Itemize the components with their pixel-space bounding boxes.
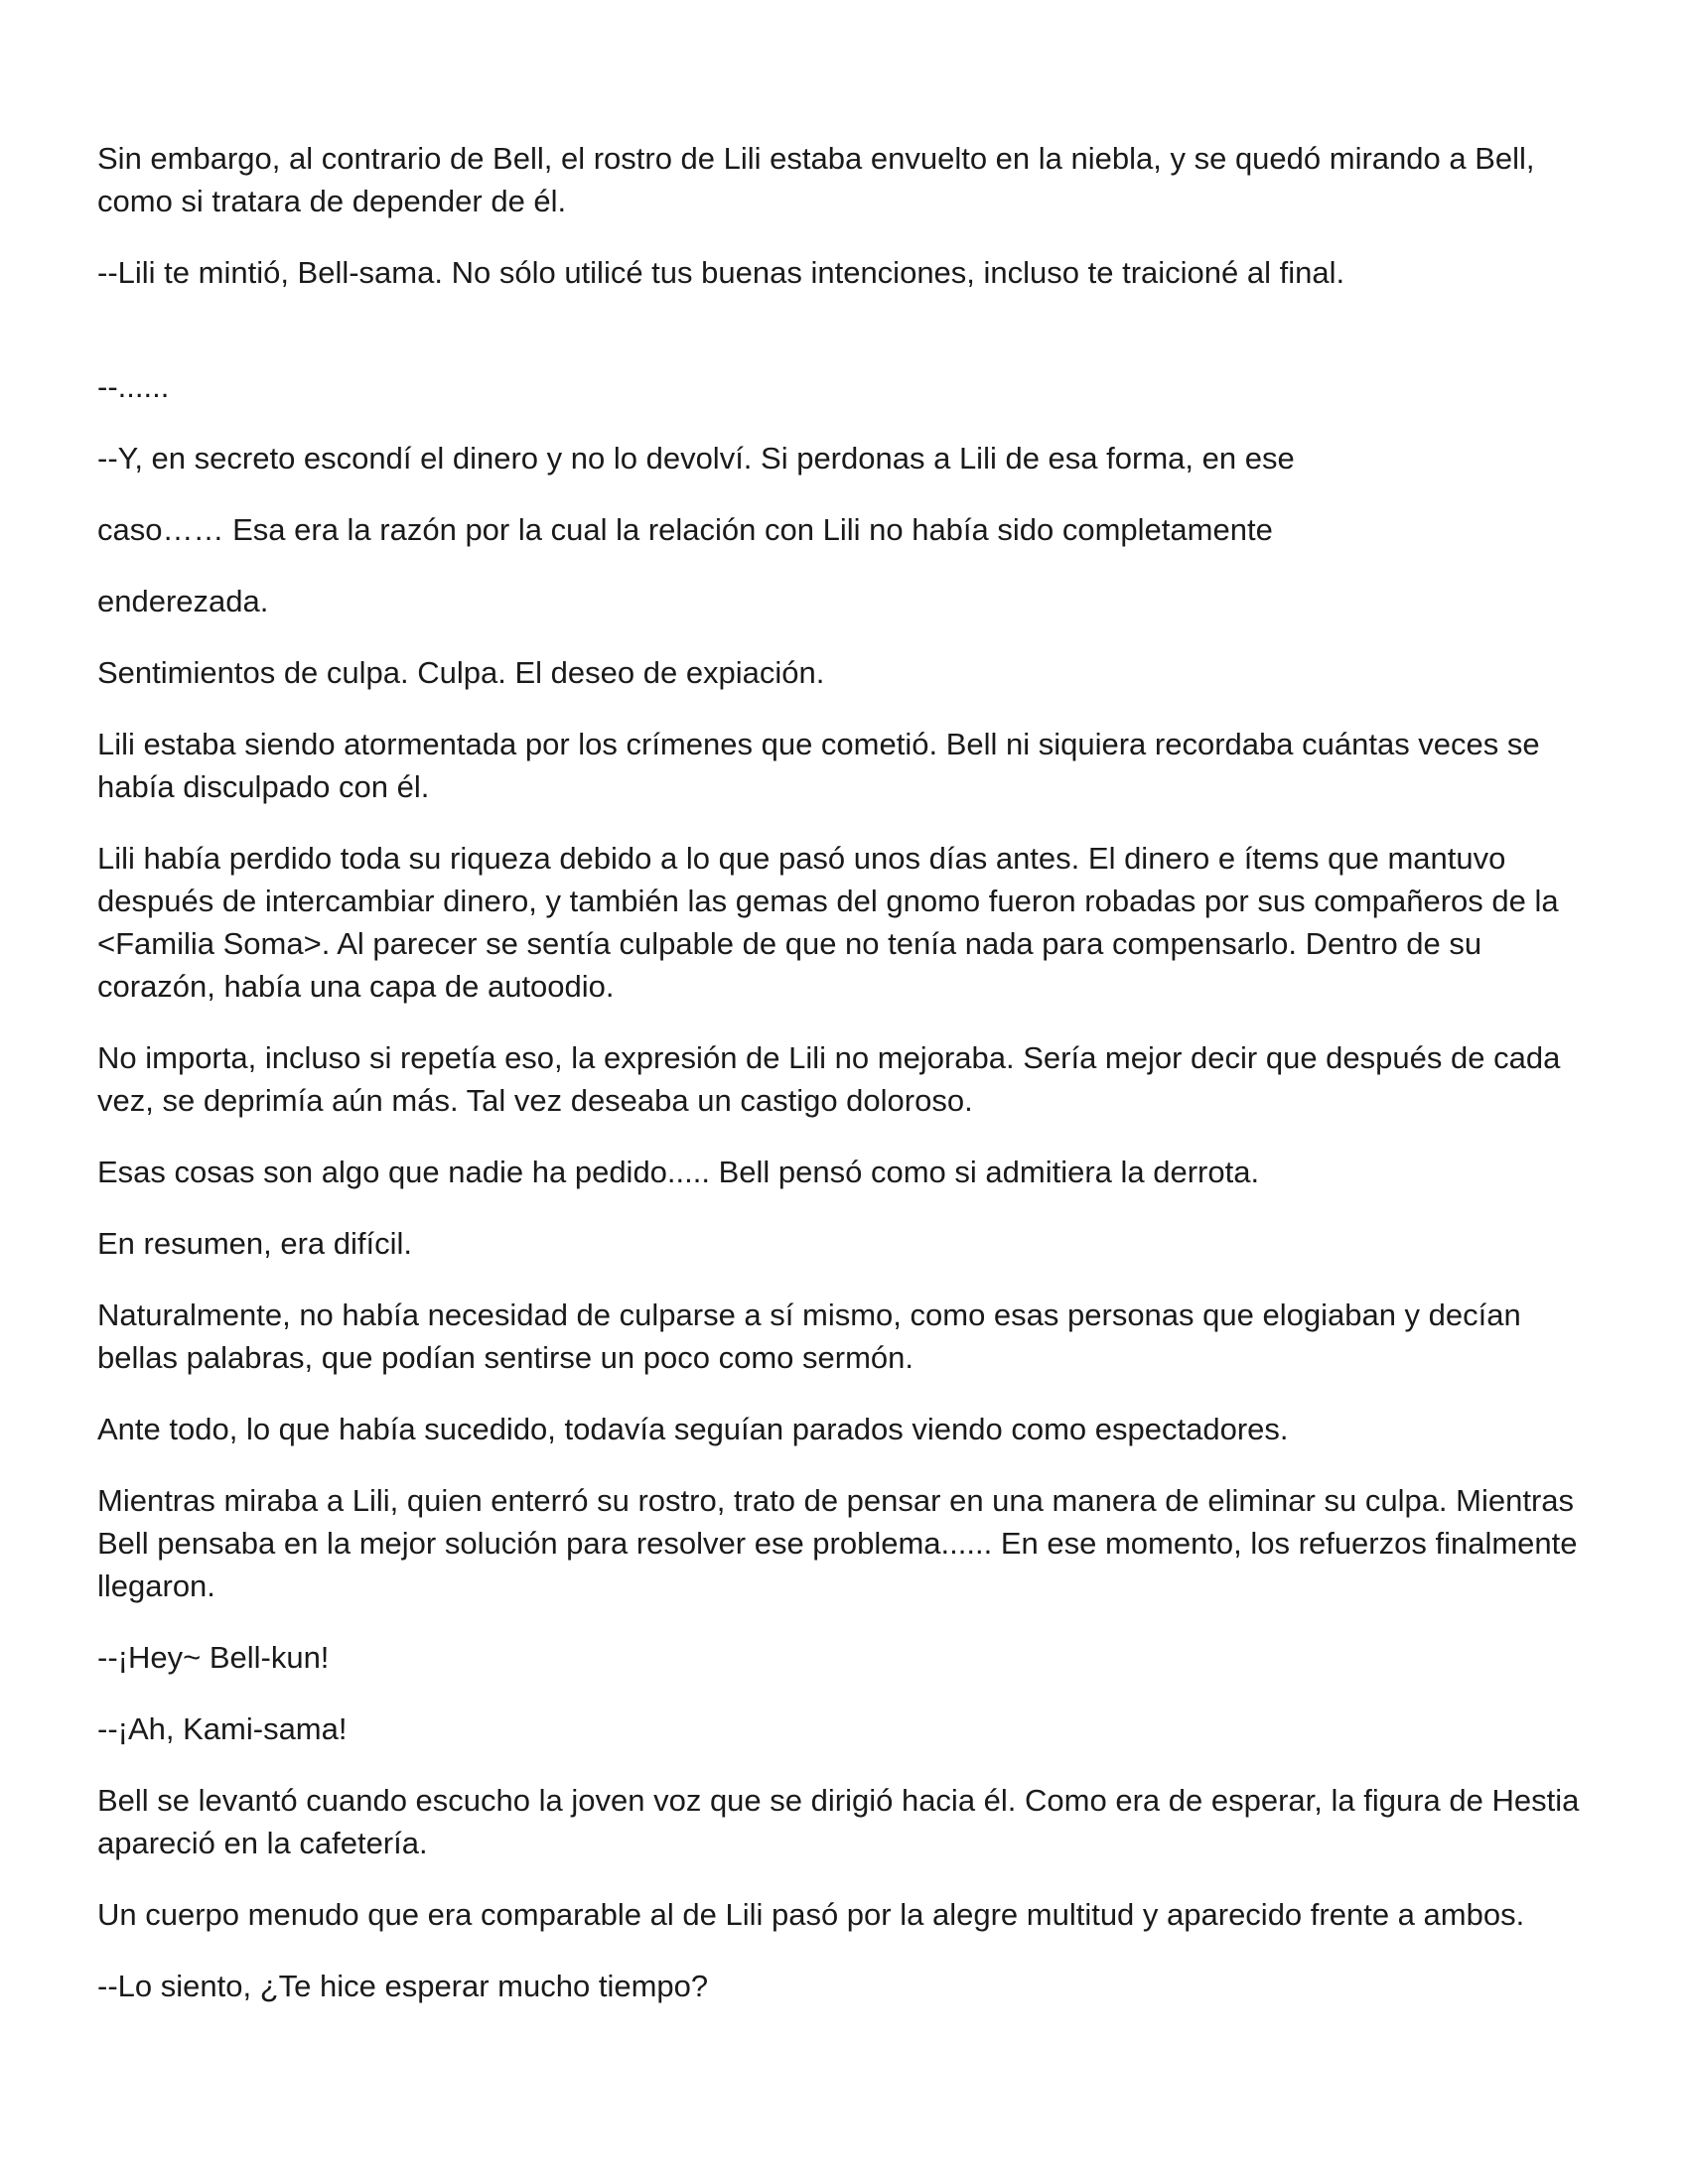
dialogue-line: --Lo siento, ¿Te hice esperar mucho tiempo? bbox=[97, 1969, 709, 2003]
paragraph: caso…… Esa era la razón por la cual la relación con Lili no había sido completamente bbox=[97, 512, 1273, 547]
document-body bbox=[97, 137, 1607, 2036]
paragraph: Esas cosas son algo que nadie ha pedido..... Bell pensó como si admitiera la derrota. bbox=[97, 1155, 1260, 1189]
dialogue-line: --...... bbox=[97, 369, 170, 404]
paragraph: Lili estaba siendo atormentada por los crímenes que cometió. Bell ni siquiera recordaba cuántas veces se había disculpado con él. bbox=[97, 727, 1540, 804]
paragraph: Lili había perdido toda su riqueza debido a lo que pasó unos días antes. El dinero e ítems que mantuvo después de intercambiar dinero, y también las gemas del gnomo fueron robadas por sus compañeros de la <Familia Soma>. Al parecer se sentía culpable de que no tenía nada para compensarlo. Dentro de su corazón, había una capa de autoodio. bbox=[97, 841, 1559, 1004]
paragraph: Bell se levantó cuando escucho la joven voz que se dirigió hacia él. Como era de esperar, la figura de Hestia apareció en la cafetería. bbox=[97, 1783, 1580, 1860]
paragraph: Naturalmente, no había necesidad de culparse a sí mismo, como esas personas que elogiaban y decían bellas palabras, que podían sentirse un poco como sermón. bbox=[97, 1297, 1521, 1375]
paragraph: Sentimientos de culpa. Culpa. El deseo de expiación. bbox=[97, 655, 825, 690]
dialogue-line: --Lili te mintió, Bell-sama. No sólo utilicé tus buenas intenciones, incluso te traicioné al final. bbox=[97, 255, 1345, 290]
paragraph: Mientras miraba a Lili, quien enterró su rostro, trato de pensar en una manera de eliminar su culpa. Mientras Bell pensaba en la mejor solución para resolver ese problema...... En ese momento, los refuerzos finalmente llegaron. bbox=[97, 1483, 1578, 1603]
paragraph: Sin embargo, al contrario de Bell, el rostro de Lili estaba envuelto en la niebla, y se quedó mirando a Bell, como si tratara de depender de él. bbox=[97, 141, 1535, 218]
dialogue-line: --¡Hey~ Bell-kun! bbox=[97, 1640, 330, 1675]
dialogue-line: --Y, en secreto escondí el dinero y no lo devolví. Si perdonas a Lili de esa forma, en ese bbox=[97, 441, 1295, 476]
dialogue-line: --¡Ah, Kami-sama! bbox=[97, 1711, 348, 1746]
paragraph: Un cuerpo menudo que era comparable al de Lili pasó por la alegre multitud y aparecido frente a ambos. bbox=[97, 1897, 1525, 1932]
paragraph: En resumen, era difícil. bbox=[97, 1226, 413, 1261]
paragraph: No importa, incluso si repetía eso, la expresión de Lili no mejoraba. Sería mejor decir que después de cada vez, se deprimía aún más. Tal vez deseaba un castigo doloroso. bbox=[97, 1040, 1561, 1118]
paragraph: enderezada. bbox=[97, 584, 269, 618]
paragraph: Ante todo, lo que había sucedido, todavía seguían parados viendo como espectadores. bbox=[97, 1412, 1289, 1446]
